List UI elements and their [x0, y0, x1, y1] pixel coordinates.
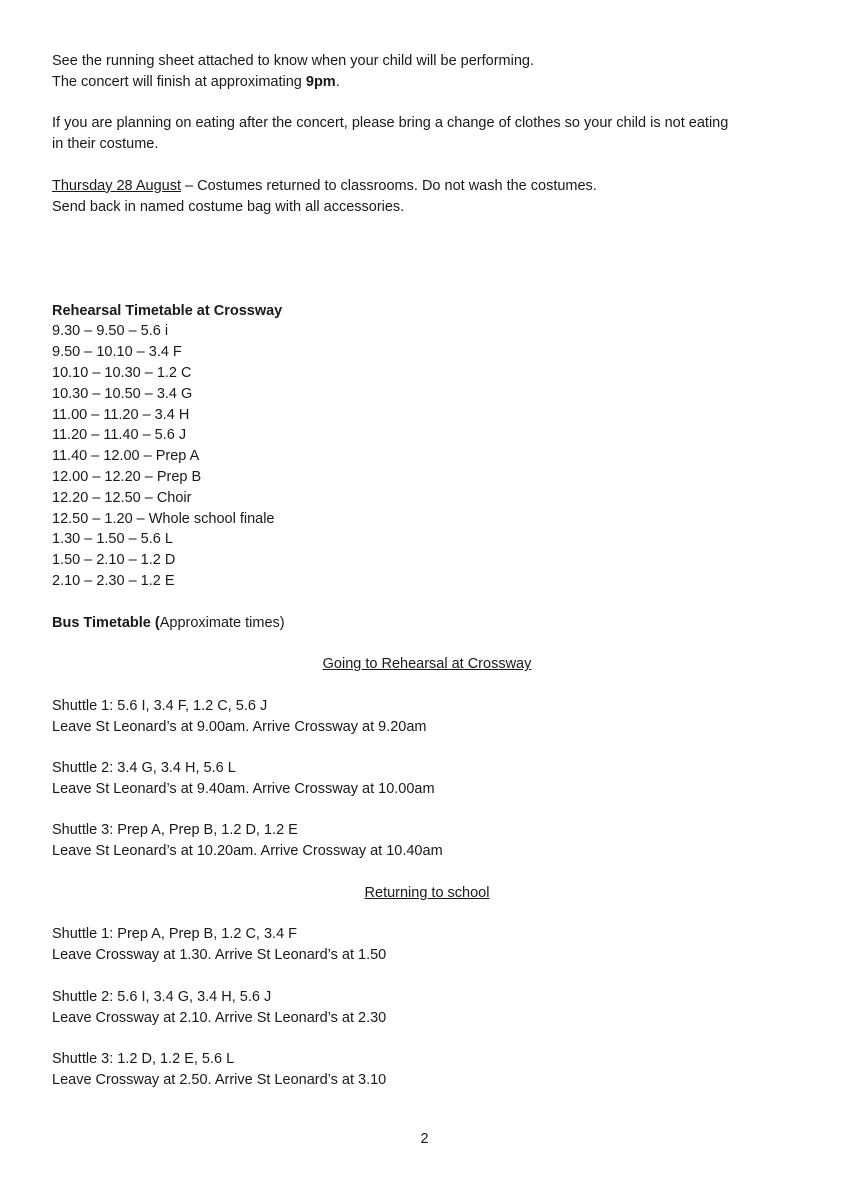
returning-shuttle-3-times: Leave Crossway at 2.50. Arrive St Leonard’s at 3.10 — [52, 1072, 387, 1089]
going-section-title: Going to Rehearsal at Crossway — [322, 656, 532, 673]
thursday-date: Thursday 28 August — [52, 177, 181, 194]
page-number: 2 — [420, 1131, 429, 1147]
document-page — [52, 51, 802, 1091]
going-shuttle-1-times: Leave St Leonard’s at 9.00am. Arrive Crossway at 9.20am — [52, 718, 427, 735]
rehearsal-list — [52, 321, 802, 591]
going-shuttle-3-groups: Shuttle 3: Prep A, Prep B, 1.2 D, 1.2 E — [52, 822, 298, 839]
rehearsal-row: 11.00 – 11.20 – 3.4 H — [52, 406, 190, 423]
returning-shuttle-1-times: Leave Crossway at 1.30. Arrive St Leonard’s at 1.50 — [52, 947, 387, 964]
intro-line-finish-time — [52, 72, 802, 93]
going-shuttle-1-groups: Shuttle 1: 5.6 I, 3.4 F, 1.2 C, 5.6 J — [52, 697, 268, 714]
rehearsal-row: 9.50 – 10.10 – 3.4 F — [52, 344, 182, 361]
finish-prefix: The concert will finish at approximating — [52, 73, 306, 90]
bus-heading-bold: Bus Timetable ( — [52, 614, 160, 631]
going-shuttle-2-groups: Shuttle 2: 3.4 G, 3.4 H, 5.6 L — [52, 760, 236, 777]
going-shuttle-2-times: Leave St Leonard’s at 9.40am. Arrive Crossway at 10.00am — [52, 780, 435, 797]
thursday-line — [52, 176, 802, 197]
rehearsal-row: 2.10 – 2.30 – 1.2 E — [52, 572, 175, 589]
bus-heading — [52, 613, 802, 634]
rehearsal-row: 11.40 – 12.00 – Prep A — [52, 448, 200, 465]
bus-heading-rest: Approximate times) — [159, 614, 285, 631]
send-back-line: Send back in named costume bag with all accessories. — [52, 198, 405, 215]
returning-shuttle-2-groups: Shuttle 2: 5.6 I, 3.4 G, 3.4 H, 5.6 J — [52, 988, 272, 1005]
rehearsal-row: 12.00 – 12.20 – Prep B — [52, 468, 202, 485]
rehearsal-row: 10.10 – 10.30 – 1.2 C — [52, 364, 192, 381]
returning-shuttle-2-times: Leave Crossway at 2.10. Arrive St Leonard’s at 2.30 — [52, 1009, 387, 1026]
rehearsal-row: 1.30 – 1.50 – 5.6 L — [52, 531, 173, 548]
rehearsal-row: 12.50 – 1.20 – Whole school finale — [52, 510, 275, 527]
going-shuttle-3-times: Leave St Leonard’s at 10.20am. Arrive Crossway at 10.40am — [52, 843, 443, 860]
intro-line-change-clothes: If you are planning on eating after the concert, please bring a change of clothes so your child is not eating — [52, 115, 729, 132]
intro-line-costume: in their costume. — [52, 136, 159, 153]
rehearsal-row: 9.30 – 9.50 – 5.6 i — [52, 323, 169, 340]
rehearsal-heading: Rehearsal Timetable at Crossway — [52, 302, 283, 319]
returning-section-title: Returning to school — [364, 884, 490, 901]
rehearsal-row: 11.20 – 11.40 – 5.6 J — [52, 427, 187, 444]
returning-shuttle-3-groups: Shuttle 3: 1.2 D, 1.2 E, 5.6 L — [52, 1051, 235, 1068]
thursday-rest: – Costumes returned to classrooms. Do not wash the costumes. — [180, 177, 597, 194]
rehearsal-row: 10.30 – 10.50 – 3.4 G — [52, 385, 193, 402]
intro-line-running-sheet: See the running sheet attached to know when your child will be performing. — [52, 53, 535, 69]
returning-shuttle-1-groups: Shuttle 1: Prep A, Prep B, 1.2 C, 3.4 F — [52, 926, 298, 943]
finish-suffix: . — [335, 73, 340, 90]
rehearsal-row: 1.50 – 2.10 – 1.2 D — [52, 552, 176, 569]
rehearsal-row: 12.20 – 12.50 – Choir — [52, 489, 192, 506]
finish-time: 9pm — [305, 73, 336, 90]
